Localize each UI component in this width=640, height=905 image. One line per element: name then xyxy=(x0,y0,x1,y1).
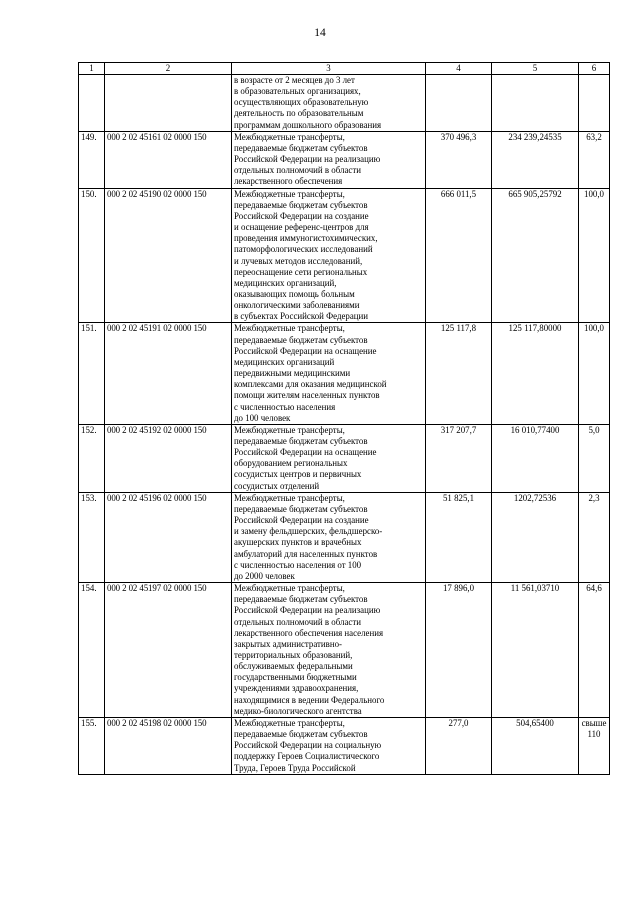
description-line: комплексами для оказания медицинской xyxy=(234,379,387,390)
column-number: 5 xyxy=(492,63,579,75)
budget-code: 000 2 02 45196 02 0000 150 xyxy=(105,492,232,582)
description-line: Российской Федерации на реализацию xyxy=(234,605,381,616)
planned-amount: 370 496,3 xyxy=(426,131,492,188)
description xyxy=(232,188,426,323)
description-line: Межбюджетные трансферты, xyxy=(234,323,345,334)
description-line: передаваемые бюджетам субъектов xyxy=(234,334,368,345)
description-line: и оснащение референс-центров для xyxy=(234,222,369,233)
execution-percent xyxy=(579,492,610,582)
budget-code: 000 2 02 45198 02 0000 150 xyxy=(105,717,232,774)
description-line: закрытых административно- xyxy=(234,638,343,649)
budget-table xyxy=(78,62,610,775)
row-number: 151. xyxy=(79,323,105,424)
description-line: Труда, Героев Труда Российской xyxy=(234,762,356,773)
description-line: сосудистых отделений xyxy=(234,480,320,491)
description-line: онкологическими заболеваниями xyxy=(234,300,360,311)
description-line: передвижными медицинскими xyxy=(234,368,351,379)
percent-line: 100,0 xyxy=(584,323,604,334)
table-row xyxy=(79,424,610,492)
execution-percent xyxy=(579,583,610,718)
description-line: Межбюджетные трансферты, xyxy=(234,583,345,594)
description-line: Межбюджетные трансферты, xyxy=(234,717,345,728)
description-line: акушерских пунктов и врачебных xyxy=(234,537,362,548)
description-line: обслуживаемых федеральными xyxy=(234,661,353,672)
description-line: передаваемые бюджетам субъектов xyxy=(234,729,368,740)
description-line: до 2000 человек xyxy=(234,570,295,581)
description-line: в субъектах Российской Федерации xyxy=(234,311,369,322)
description-line: медицинских организаций xyxy=(234,356,335,367)
description-line: передаваемые бюджетам субъектов xyxy=(234,594,368,605)
row-number: 153. xyxy=(79,492,105,582)
description xyxy=(232,492,426,582)
executed-amount: 16 010,77400 xyxy=(492,424,579,492)
execution-percent xyxy=(579,75,610,132)
description-line: оказывающих помощь больным xyxy=(234,288,355,299)
description-line: находящимися в ведении Федерального xyxy=(234,694,385,705)
executed-amount: 234 239,24535 xyxy=(492,131,579,188)
description-line: оборудованием региональных xyxy=(234,458,348,469)
planned-amount: 666 011,5 xyxy=(426,188,492,323)
executed-amount: 665 905,25792 xyxy=(492,188,579,323)
budget-code: 000 2 02 45197 02 0000 150 xyxy=(105,583,232,718)
description xyxy=(232,424,426,492)
percent-line: 64,6 xyxy=(586,583,602,594)
description-line: медицинских организаций, xyxy=(234,277,337,288)
planned-amount: 51 825,1 xyxy=(426,492,492,582)
description-line: учреждениями здравоохранения, xyxy=(234,683,359,694)
description-line: Межбюджетные трансферты, xyxy=(234,188,345,199)
description-line: до 100 человек xyxy=(234,412,291,423)
executed-amount: 504,65400 xyxy=(492,717,579,774)
description-line: территориальных образований, xyxy=(234,649,353,660)
description-line: Российской Федерации на реализацию xyxy=(234,154,381,165)
planned-amount: 125 117,8 xyxy=(426,323,492,424)
description-line: лекарственного обеспечения xyxy=(234,176,343,187)
description-line: Российской Федерации на социальную xyxy=(234,740,382,751)
table-row xyxy=(79,492,610,582)
table-row xyxy=(79,717,610,774)
description-line: Межбюджетные трансферты, xyxy=(234,131,345,142)
table-row xyxy=(79,323,610,424)
planned-amount: 317 207,7 xyxy=(426,424,492,492)
description-line: лекарственного обеспечения населения xyxy=(234,627,384,638)
budget-code: 000 2 02 45190 02 0000 150 xyxy=(105,188,232,323)
description-line: Российской Федерации на оснащение xyxy=(234,447,377,458)
table-row xyxy=(79,583,610,718)
row-number: 152. xyxy=(79,424,105,492)
description-line: передаваемые бюджетам субъектов xyxy=(234,503,368,514)
description-line: амбулаторий для населенных пунктов xyxy=(234,548,378,559)
description-line: помощи жителям населенных пунктов xyxy=(234,390,380,401)
percent-line: 63,2 xyxy=(586,131,602,142)
description-line: в образовательных организациях, xyxy=(234,86,361,97)
column-number: 3 xyxy=(232,63,426,75)
table-row xyxy=(79,131,610,188)
planned-amount: 17 896,0 xyxy=(426,583,492,718)
description xyxy=(232,717,426,774)
description-line: Межбюджетные трансферты, xyxy=(234,492,345,503)
table-row xyxy=(79,188,610,323)
description-line: и лучевых методов исследований, xyxy=(234,255,363,266)
description-line: Межбюджетные трансферты, xyxy=(234,424,345,435)
description-line: проведения иммуногистохимических, xyxy=(234,233,378,244)
description-line: передаваемые бюджетам субъектов xyxy=(234,199,368,210)
percent-line: 100,0 xyxy=(584,188,604,199)
description xyxy=(232,131,426,188)
table-row xyxy=(79,75,610,132)
row-number: 150. xyxy=(79,188,105,323)
row-number: 155. xyxy=(79,717,105,774)
description-line: сосудистых центров и первичных xyxy=(234,469,362,480)
budget-code: 000 2 02 45161 02 0000 150 xyxy=(105,131,232,188)
description-line: медико-биологического агентства xyxy=(234,705,362,716)
executed-amount xyxy=(492,75,579,132)
executed-amount: 125 117,80000 xyxy=(492,323,579,424)
description-line: переоснащение сети региональных xyxy=(234,266,368,277)
percent-line: 5,0 xyxy=(588,424,600,435)
execution-percent xyxy=(579,188,610,323)
planned-amount: 277,0 xyxy=(426,717,492,774)
description-line: Российской Федерации на создание xyxy=(234,210,369,221)
executed-amount: 1202,72536 xyxy=(492,492,579,582)
description-line: и замену фельдшерских, фельдшерско- xyxy=(234,526,383,537)
page-number: 14 xyxy=(314,27,326,39)
percent-line: свыше xyxy=(581,717,607,728)
description xyxy=(232,75,426,132)
row-number xyxy=(79,75,105,132)
execution-percent xyxy=(579,717,610,774)
row-number: 154. xyxy=(79,583,105,718)
description-line: Российской Федерации на создание xyxy=(234,515,369,526)
row-number: 149. xyxy=(79,131,105,188)
description-line: государственными бюджетными xyxy=(234,672,357,683)
description xyxy=(232,323,426,424)
description-line: программам дошкольного образования xyxy=(234,119,382,130)
description-line: отдельных полномочий в области xyxy=(234,165,361,176)
budget-code: 000 2 02 45192 02 0000 150 xyxy=(105,424,232,492)
budget-code xyxy=(105,75,232,132)
description xyxy=(232,583,426,718)
column-number: 2 xyxy=(105,63,232,75)
description-line: осуществляющих образовательную xyxy=(234,97,369,108)
column-number: 1 xyxy=(79,63,105,75)
table-body xyxy=(79,75,610,775)
description-line: Российской Федерации на оснащение xyxy=(234,345,377,356)
execution-percent xyxy=(579,424,610,492)
description-line: с численностью населения xyxy=(234,401,336,412)
column-number: 4 xyxy=(426,63,492,75)
budget-code: 000 2 02 45191 02 0000 150 xyxy=(105,323,232,424)
description-line: передаваемые бюджетам субъектов xyxy=(234,142,368,153)
execution-percent xyxy=(579,323,610,424)
planned-amount xyxy=(426,75,492,132)
column-number: 6 xyxy=(579,63,610,75)
description-line: с численностью населения от 100 xyxy=(234,559,362,570)
column-number-row xyxy=(79,63,610,75)
percent-line: 2,3 xyxy=(588,492,600,503)
description-line: отдельных полномочий в области xyxy=(234,616,361,627)
description-line: поддержку Героев Социалистического xyxy=(234,751,380,762)
percent-line: 110 xyxy=(587,729,601,740)
execution-percent xyxy=(579,131,610,188)
description-line: деятельность по образовательным xyxy=(234,108,364,119)
description-line: передаваемые бюджетам субъектов xyxy=(234,436,368,446)
executed-amount: 11 561,03710 xyxy=(492,583,579,718)
description-line: патоморфологических исследований xyxy=(234,244,373,255)
description-line: в возрасте от 2 месяцев до 3 лет xyxy=(234,75,355,85)
